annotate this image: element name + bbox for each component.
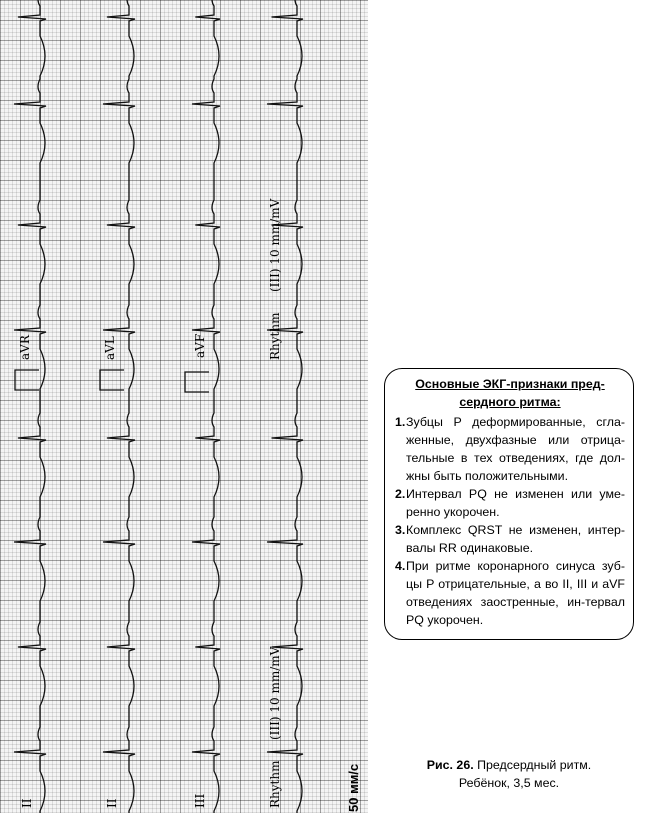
- lead-label-iii: III: [193, 793, 207, 808]
- list-item: [395, 485, 625, 521]
- list-item-text: Комплекс QRST не изменен, интер-валы RR одинаковые.: [406, 523, 625, 555]
- gain-label-top: (III) 10 mm/mV: [268, 198, 282, 292]
- lead-label-rhythm-top: Rhythm: [268, 312, 282, 360]
- list-item: [395, 521, 625, 557]
- lead-label-ii-b: II: [105, 798, 119, 808]
- caption-text: Предсердный ритм.: [473, 758, 592, 772]
- list-item: [395, 557, 625, 629]
- ecg-trace-line: [103, 0, 135, 813]
- ecg-trace-line: [192, 0, 220, 813]
- list-item-number: 4.: [395, 559, 406, 573]
- list-item-number: 2.: [395, 487, 406, 501]
- caption-subtext: Ребёнок, 3,5 мес.: [458, 776, 560, 790]
- calibration-pulse: [100, 370, 124, 390]
- list-item-text: Зубцы P деформированные, сгла-женные, двухфазные или отрица-тельные в тех отведениях, где дол-жны быть положительными.: [406, 415, 625, 483]
- gain-label-bottom: (III) 10 mm/mV: [268, 646, 282, 740]
- lead-label-avr: aVR: [18, 335, 32, 360]
- ecg-trace-line: [14, 0, 46, 813]
- info-box-title: Основные ЭКГ-признаки пред-сердного ритма:: [415, 377, 605, 409]
- lead-label-ii-a: II: [20, 798, 34, 808]
- list-item: [395, 413, 625, 485]
- calibration-pulse: [185, 372, 209, 392]
- list-item-text: Интервал PQ не изменен или уме-ренно укорочен.: [406, 487, 625, 519]
- figure-caption: [384, 756, 634, 792]
- info-list: [395, 413, 625, 629]
- caption-label: Рис. 26.: [426, 758, 474, 772]
- list-item-number: 3.: [395, 523, 406, 537]
- list-item-text: При ритме коронарного синуса зуб-цы P отрицательные, а во II, III и aVF отведениях заостренные, ин-тервал PQ укорочен.: [406, 559, 625, 627]
- lead-label-avl: aVL: [103, 336, 117, 360]
- lead-label-avf: aVF: [193, 333, 207, 358]
- list-item-number: 1.: [395, 415, 406, 429]
- calibration-pulse: [15, 370, 39, 390]
- ecg-signs-box: [384, 368, 634, 640]
- lead-label-rhythm-bottom: Rhythm: [268, 760, 282, 808]
- paper-speed-label: 50 мм/с: [346, 763, 361, 812]
